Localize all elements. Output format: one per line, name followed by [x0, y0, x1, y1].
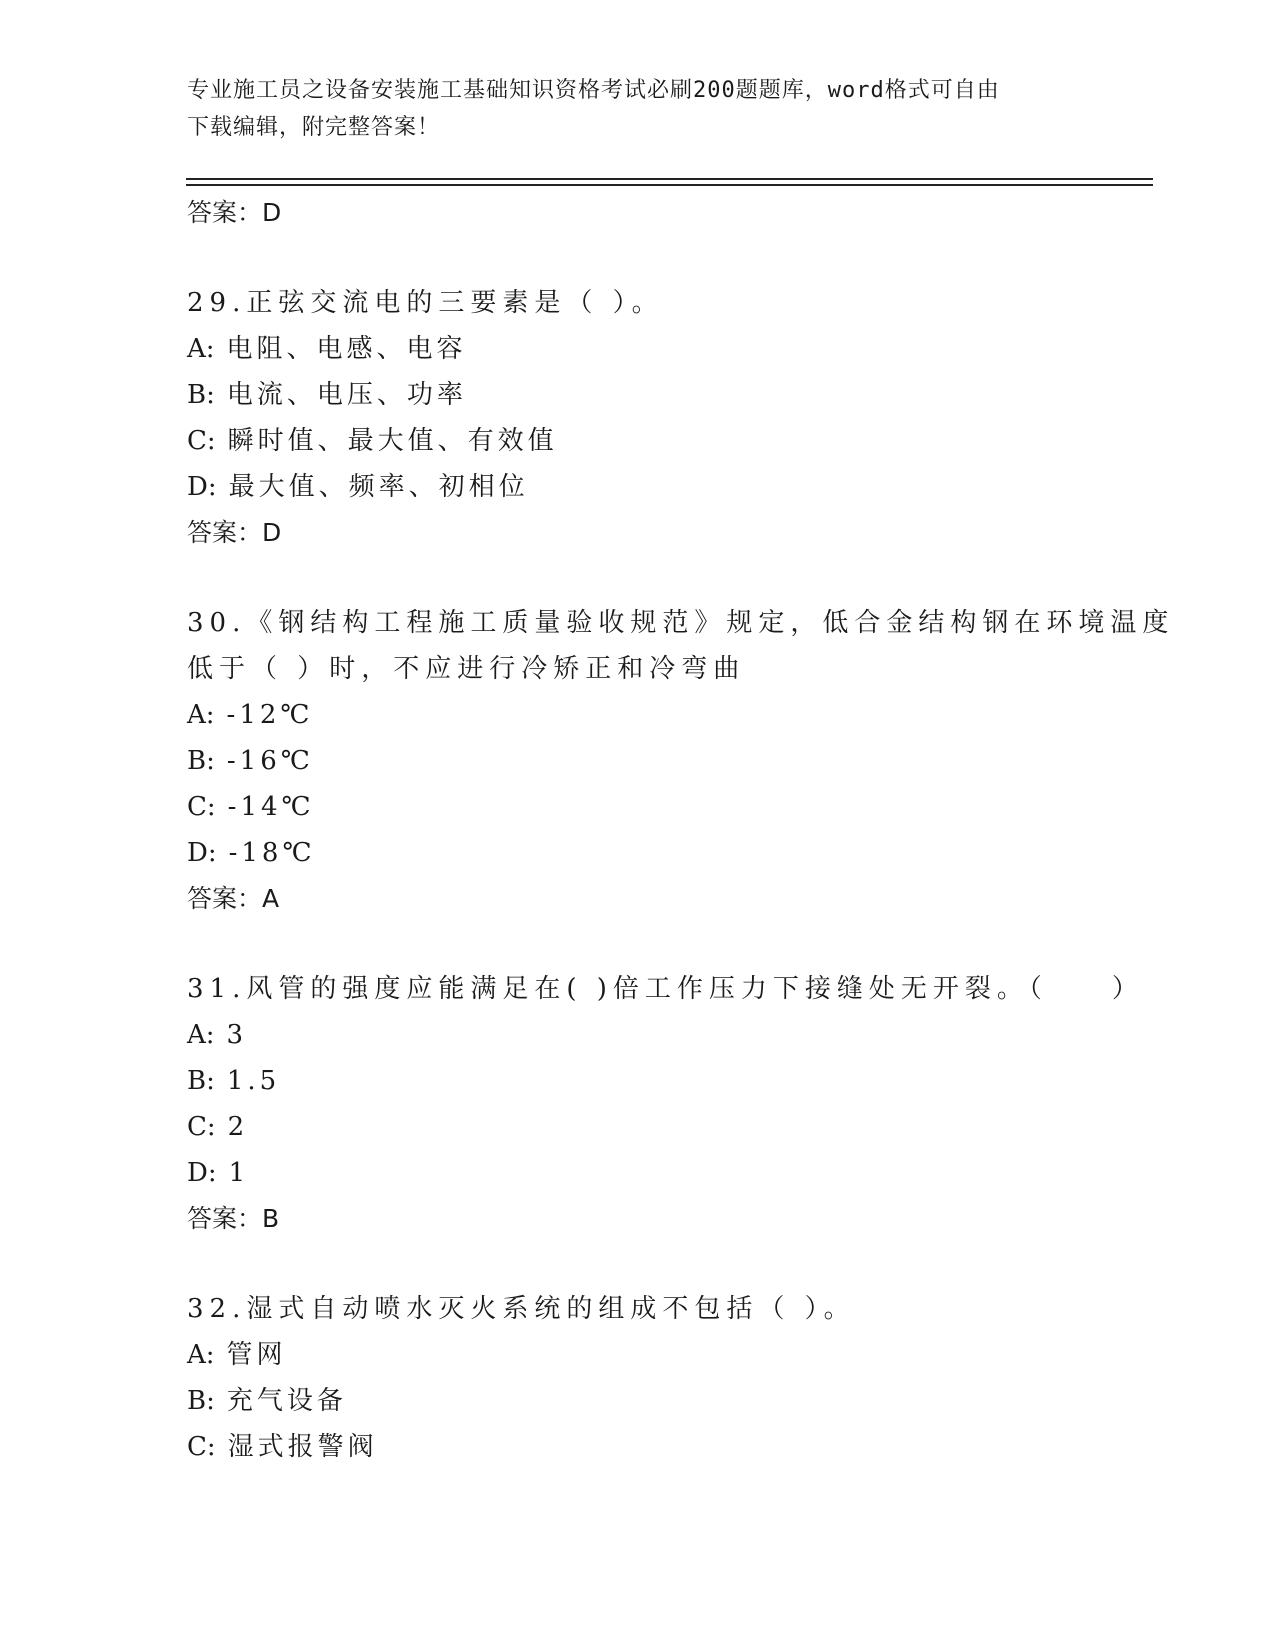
- question-text: 31.风管的强度应能满足在( )倍工作压力下接缝处无开裂。（ ）: [187, 974, 1144, 1004]
- option-text: -18℃: [228, 838, 316, 868]
- option-b: [187, 1378, 1107, 1424]
- option-text: 2: [227, 1112, 249, 1142]
- header-line-2: 下载编辑，附完整答案！: [187, 115, 441, 140]
- answer: 答案：B: [187, 1204, 280, 1233]
- option-letter: C:: [187, 1432, 216, 1462]
- option-text: 3: [226, 1020, 248, 1050]
- question-29: [187, 280, 1107, 556]
- option-letter: D:: [187, 472, 217, 502]
- option-letter: A:: [187, 1020, 215, 1050]
- option-a: [187, 1332, 1107, 1378]
- option-letter: B:: [187, 1386, 215, 1416]
- question-list: [187, 190, 1175, 1470]
- option-text: -12℃: [226, 700, 314, 730]
- option-text: 1.5: [226, 1066, 281, 1096]
- option-text: 最大值、频率、初相位: [228, 472, 529, 502]
- option-letter: C:: [187, 1112, 216, 1142]
- answer: 答案：A: [187, 884, 280, 913]
- spacer: [187, 1242, 1107, 1286]
- option-letter: B:: [187, 746, 215, 776]
- option-d: [187, 1150, 1107, 1196]
- option-text: 电阻、电感、电容: [226, 334, 467, 364]
- spacer: [187, 556, 1107, 600]
- option-text: 充气设备: [226, 1386, 347, 1416]
- option-letter: A:: [187, 1340, 215, 1370]
- option-c: [187, 418, 1107, 464]
- previous-answer: 答案：D: [187, 198, 282, 227]
- option-b: [187, 372, 1107, 418]
- option-b: [187, 1058, 1107, 1104]
- option-b: [187, 738, 1107, 784]
- option-text: -16℃: [226, 746, 314, 776]
- spacer: [187, 922, 1107, 966]
- option-letter: A:: [187, 700, 215, 730]
- option-c: [187, 1424, 1107, 1470]
- header-line-1: 专业施工员之设备安装施工基础知识资格考试必刷200题题库，word格式可自由: [187, 78, 1000, 103]
- option-c: [187, 784, 1107, 830]
- option-a: [187, 1012, 1107, 1058]
- question-32: [187, 1286, 1107, 1470]
- option-text: 湿式报警阀: [227, 1432, 378, 1462]
- question-30: [187, 600, 1175, 922]
- question-text-continued: 低于（ ）时，不应进行冷矫正和冷弯曲: [187, 654, 746, 684]
- question-31: [187, 966, 1144, 1242]
- option-a: [187, 326, 1107, 372]
- option-text: 瞬时值、最大值、有效值: [227, 426, 558, 456]
- answer: 答案：D: [187, 518, 282, 547]
- option-c: [187, 1104, 1107, 1150]
- spacer: [187, 236, 1107, 280]
- header-divider-top: [186, 178, 1153, 180]
- option-letter: A:: [187, 334, 215, 364]
- option-letter: B:: [187, 380, 215, 410]
- document-header: [187, 72, 1087, 146]
- header-divider-bottom: [186, 184, 1153, 186]
- question-text: 32.湿式自动喷水灭火系统的组成不包括（ ）。: [187, 1294, 856, 1324]
- option-letter: B:: [187, 1066, 215, 1096]
- option-a: [187, 692, 1107, 738]
- option-text: 1: [228, 1158, 250, 1188]
- option-text: 电流、电压、功率: [226, 380, 467, 410]
- option-letter: D:: [187, 838, 217, 868]
- question-text: 29.正弦交流电的三要素是（ ）。: [187, 288, 664, 318]
- question-text: 30.《钢结构工程施工质量验收规范》规定，低合金结构钢在环境温度: [187, 608, 1175, 638]
- option-text: -14℃: [227, 792, 315, 822]
- option-d: [187, 830, 1107, 876]
- option-text: 管网: [226, 1340, 287, 1370]
- option-letter: D:: [187, 1158, 217, 1188]
- option-letter: C:: [187, 792, 216, 822]
- option-letter: C:: [187, 426, 216, 456]
- option-d: [187, 464, 1107, 510]
